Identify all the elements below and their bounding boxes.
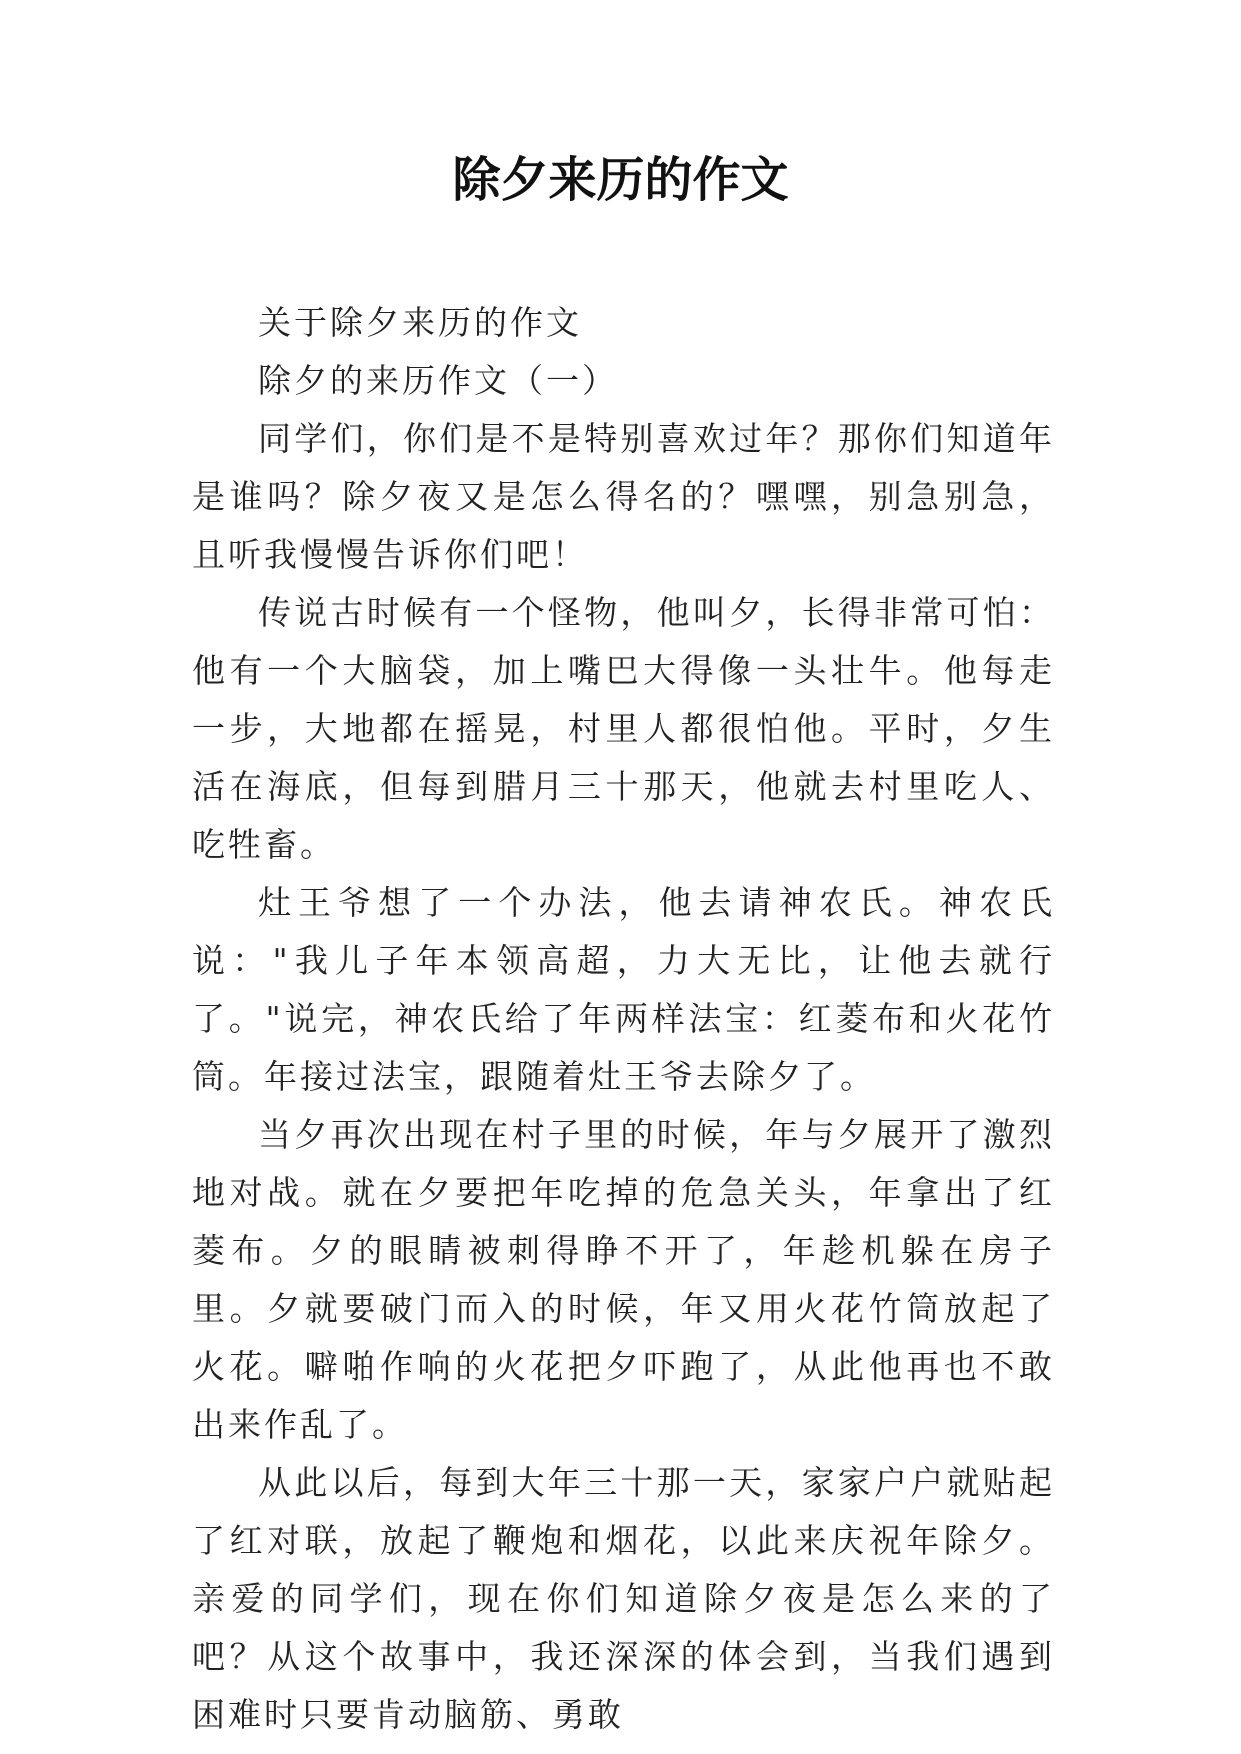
document-body <box>192 294 1055 1744</box>
paragraph: 同学们，你们是不是特别喜欢过年？那你们知道年是谁吗？除夕夜又是怎么得名的？嘿嘿，别急别急，且听我慢慢告诉你们吧！ <box>192 419 1055 574</box>
paragraph: 除夕的来历作文（一） <box>258 361 618 400</box>
paragraph: 当夕再次出现在村子里的时候，年与夕展开了激烈地对战。就在夕要把年吃掉的危急关头，年拿出了红菱布。夕的眼睛被刺得睁不开了，年趁机躲在房子里。夕就要破门而入的时候，年又用火花竹筒放起了火花。噼啪作响的火花把夕吓跑了，从此他再也不敢出来作乱了。 <box>192 1115 1055 1444</box>
paragraph: 传说古时候有一个怪物，他叫夕，长得非常可怕：他有一个大脑袋，加上嘴巴大得像一头壮牛。他每走一步，大地都在摇晃，村里人都很怕他。平时，夕生活在海底，但每到腊月三十那天，他就去村里吃人、吃牲畜。 <box>192 593 1055 864</box>
document-title: 除夕来历的作文 <box>452 152 789 208</box>
paragraph: 从此以后，每到大年三十那一天，家家户户就贴起了红对联，放起了鞭炮和烟花，以此来庆祝年除夕。亲爱的同学们，现在你们知道除夕夜是怎么来的了吧？从这个故事中，我还深深的体会到，当我们遇到困难时只要肯动脑筋、勇敢 <box>192 1463 1055 1734</box>
paragraph: 灶王爷想了一个办法，他去请神农氏。神农氏说："我儿子年本领高超，力大无比，让他去就行了。"说完，神农氏给了年两样法宝：红菱布和火花竹筒。年接过法宝，跟随着灶王爷去除夕了。 <box>192 883 1055 1096</box>
paragraph: 关于除夕来历的作文 <box>258 303 582 342</box>
